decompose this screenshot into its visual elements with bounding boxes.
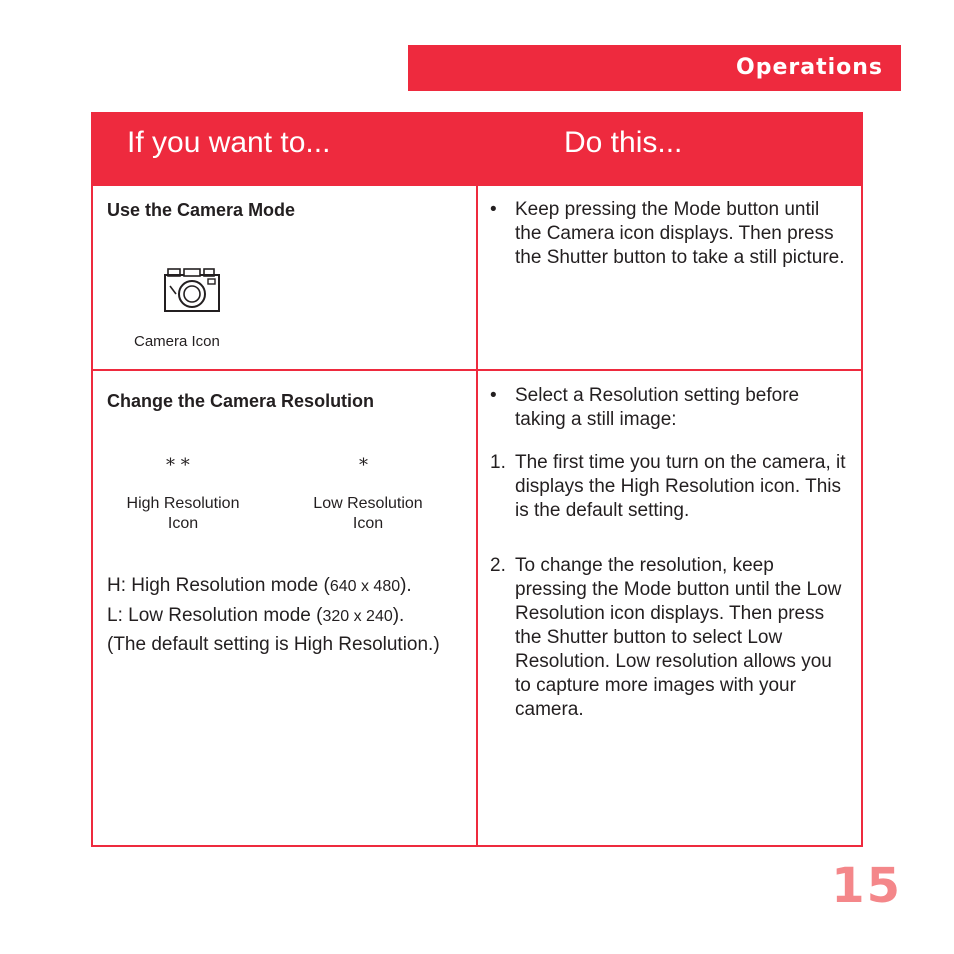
header-right-text: Do this... (564, 126, 683, 159)
camera-icon-caption: Camera Icon (134, 333, 220, 350)
task-camera-mode: Use the Camera Mode (107, 200, 296, 220)
bullet: • (490, 199, 497, 220)
operations-table (91, 112, 863, 847)
header-right (478, 114, 861, 186)
task-change-resolution: Change the Camera Resolution (107, 391, 375, 411)
camera-mode-step (490, 198, 850, 270)
low-mode-text: L: Low Resolution mode ( (107, 605, 323, 626)
section-banner (408, 45, 901, 91)
low-mode-line (107, 604, 404, 628)
step-text: The first time you turn on the camera, it displays the High Resolution icon. This is the default setting. (515, 452, 846, 521)
section-label: Operations (736, 55, 883, 80)
low-mode-end: ). (392, 605, 405, 626)
column-divider (476, 114, 478, 845)
page-number: 15 (831, 858, 902, 914)
high-mode-text: H: High Resolution mode ( (107, 575, 330, 596)
resolution-step-2 (490, 554, 850, 722)
high-mode-size: 640 x 480 (329, 578, 401, 595)
header-left-text: If you want to... (127, 126, 331, 159)
step-number: 1. (490, 452, 506, 473)
low-mode-size: 320 x 240 (322, 608, 393, 625)
camera-mode-step-text: Keep pressing the Mode button until the Camera icon displays. Then press the Shutter button to take a still picture. (515, 199, 845, 268)
high-resolution-caption: High Resolution Icon (126, 495, 240, 532)
low-resolution-caption: Low Resolution Icon (313, 495, 423, 532)
resolution-step-1 (490, 451, 850, 523)
header-left (93, 114, 476, 186)
step-text: To change the resolution, keep pressing the Mode button until the Low Resolution icon displays. Then press the Shutter button to select Low Resolution. Low resolution allows you to capture more images with your camera. (515, 555, 842, 720)
high-mode-line (107, 574, 412, 598)
step-number: 2. (490, 555, 506, 576)
default-note: (The default setting is High Resolution.) (107, 634, 440, 655)
resolution-intro (490, 384, 850, 432)
row-divider (93, 369, 861, 371)
resolution-intro-text: Select a Resolution setting before taking a still image: (515, 385, 800, 430)
bullet: • (490, 385, 497, 406)
camera-icon (164, 268, 220, 317)
high-mode-end: ). (400, 575, 412, 596)
high-resolution-icon: * * (166, 455, 190, 476)
low-resolution-icon: * (359, 455, 368, 476)
